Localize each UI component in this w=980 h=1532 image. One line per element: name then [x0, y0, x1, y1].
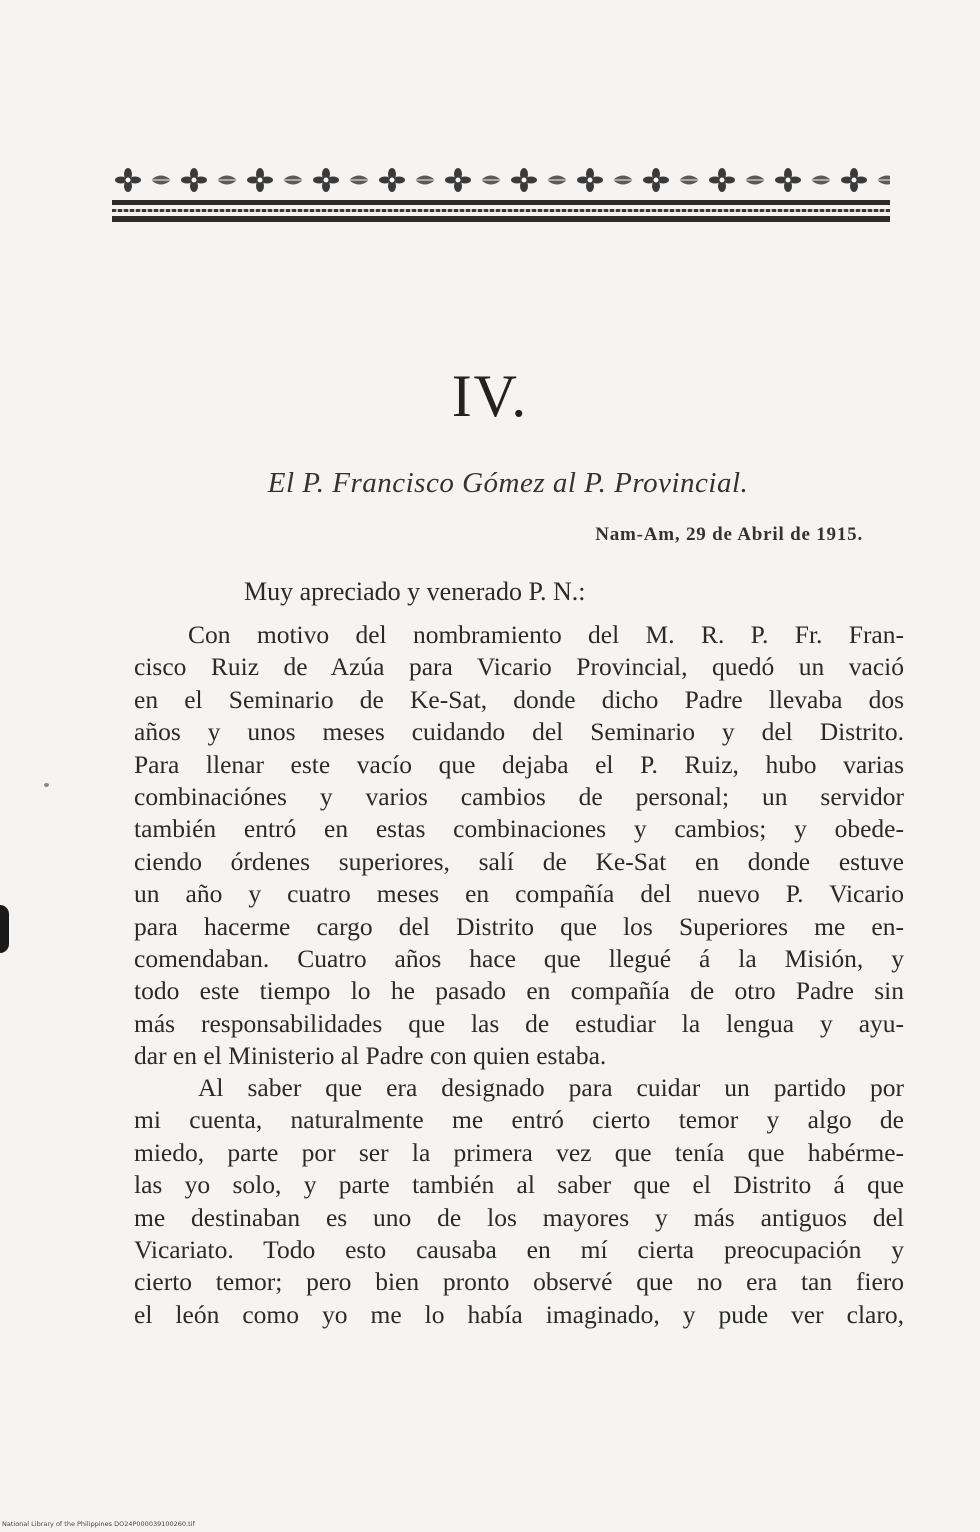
middle-dotted-rule	[112, 209, 890, 212]
text-line: también entró en estas combinaciones y cambios; y obede-	[134, 814, 904, 844]
leaf-ornament	[217, 176, 237, 185]
flower-ornament	[841, 168, 867, 192]
leaf-ornament	[877, 176, 890, 185]
floral-band-ornament	[112, 158, 890, 200]
text-line: Al saber que era designado para cuidar un partido por	[198, 1073, 904, 1102]
text-line: todo este tiempo lo he pasado en compañía de otro Padre sin	[134, 976, 904, 1006]
leaf-ornament	[283, 176, 303, 185]
text-line: Para llenar este vacío que dejaba el P. Ruiz, hubo varias	[134, 749, 904, 779]
text-line: Vicariato. Todo esto causaba en mí cierta preocupación y	[134, 1234, 904, 1264]
letter-heading: El P. Francisco Gómez al P. Provincial.	[267, 467, 749, 499]
leaf-ornament	[745, 176, 765, 185]
leaf-ornament	[349, 176, 369, 185]
text-line: cisco Ruiz de Azúa para Vicario Provincial, quedó un vació	[134, 652, 904, 682]
text-line: el león como yo me lo había imaginado, y pude ver claro,	[134, 1299, 904, 1329]
lower-rule	[112, 216, 890, 222]
flower-ornament	[181, 168, 207, 192]
scan-footer-credit: National Library of the Philippines DO24P000039100260.tif	[2, 1520, 195, 1528]
text-line: años y unos meses cuidando del Seminario y del Distrito.	[134, 717, 904, 747]
text-line: miedo, parte por ser la primera vez que tenía que habérme-	[134, 1137, 904, 1167]
flower-ornament	[775, 168, 801, 192]
text-line: dar en el Ministerio al Padre con quien estaba.	[134, 1041, 607, 1071]
scan-margin-mark	[0, 905, 9, 953]
leaf-ornament	[547, 176, 567, 185]
text-line: Con motivo del nombramiento del M. R. P. Fr. Fran-	[188, 620, 904, 649]
text-line: ciendo órdenes superiores, salí de Ke-Sat en donde estuve	[134, 846, 904, 876]
upper-rule	[112, 200, 890, 205]
leaf-ornament	[679, 176, 699, 185]
text-line: las yo solo, y parte también al saber que el Distrito á que	[134, 1170, 904, 1200]
leaf-ornament	[415, 176, 435, 185]
text-line: cierto temor; pero bien pronto observé que no era tan fiero	[134, 1267, 904, 1297]
text-line: más responsabilidades que las de estudiar la lengua y ayu-	[134, 1008, 904, 1038]
leaf-ornament	[151, 176, 171, 185]
text-line: en el Seminario de Ke-Sat, donde dicho Padre llevaba dos	[134, 684, 904, 714]
leaf-ornament	[811, 176, 831, 185]
flower-ornament	[511, 168, 537, 192]
dateline: Nam-Am, 29 de Abril de 1915.	[595, 524, 863, 545]
chapter-number: IV.	[451, 363, 529, 429]
flower-ornament	[577, 168, 603, 192]
text-line: para hacerme cargo del Distrito que los Superiores me en-	[134, 911, 904, 941]
flower-ornament	[115, 168, 141, 192]
text-line: un año y cuatro meses en compañía del nuevo P. Vicario	[134, 879, 904, 909]
flower-ornament	[247, 168, 273, 192]
leaf-ornament	[481, 176, 501, 185]
paragraph-2	[134, 1072, 904, 1331]
paragraph-1	[134, 619, 904, 1072]
leaf-ornament	[613, 176, 633, 185]
ornamental-header-border	[112, 158, 890, 226]
flower-ornament	[313, 168, 339, 192]
text-line: comendaban. Cuatro años hace que llegué á la Misión, y	[134, 943, 904, 973]
flower-ornament	[709, 168, 735, 192]
flower-ornament	[643, 168, 669, 192]
text-line: me destinaban es uno de los mayores y más antiguos del	[134, 1202, 904, 1232]
scan-speck	[44, 783, 49, 787]
flower-ornament	[445, 168, 471, 192]
salutation: Muy apreciado y venerado P. N.:	[244, 577, 586, 606]
text-line: mi cuenta, naturalmente me entró cierto temor y algo de	[134, 1105, 904, 1135]
flower-ornament	[379, 168, 405, 192]
text-line: combinaciónes y varios cambios de personal; un servidor	[134, 781, 904, 811]
